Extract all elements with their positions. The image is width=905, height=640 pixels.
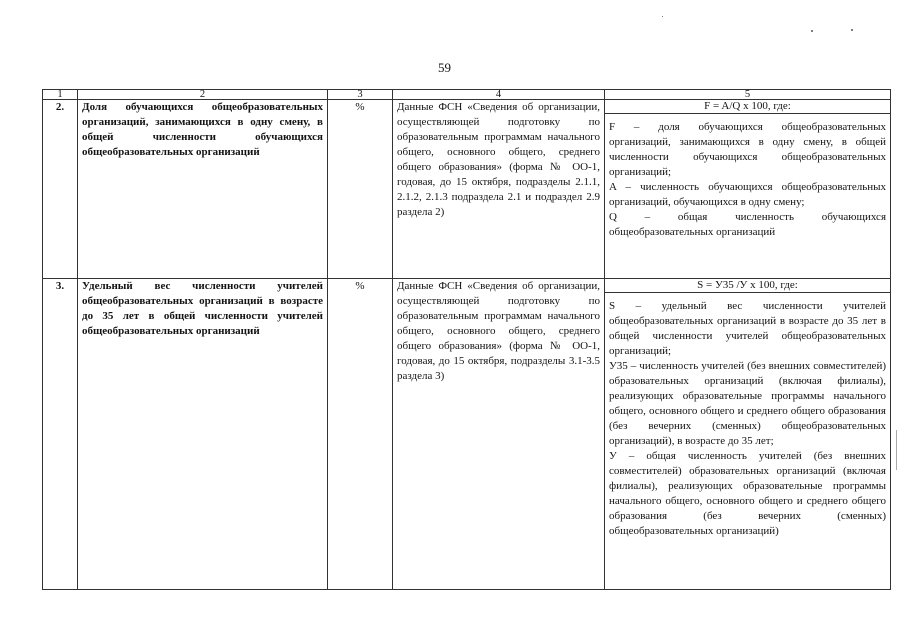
indicator-name: Доля обучающихся общеобразовательных организаций, занимающихся в одну смену, в общей численности обучающихся общеобразовательных организаций <box>78 100 328 279</box>
table-row <box>43 100 891 279</box>
legend-item: У – общая численность учителей (без внешних совместителей) образовательных организаций (включая филиалы), реализующих образовательные программы начального общего, основного общего и среднего общего образования (без вечерних (сменных) общеобразовательных организаций) <box>609 450 886 537</box>
indicator-name: Удельный вес численности учителей общеобразовательных организаций в возрасте до 35 лет в общей численности учителей общеобразовательных организаций <box>78 279 328 590</box>
row-number: 3. <box>43 279 78 590</box>
table-header-row <box>43 90 891 100</box>
column-number-5: 5 <box>605 90 891 100</box>
calculation-method <box>605 100 891 279</box>
column-number-2: 2 <box>78 90 328 100</box>
formula-legend <box>605 293 890 539</box>
data-source: Данные ФСН «Сведения об организации, осуществляющей подготовку по образовательным программам начального общего, основного общего, среднего общего образования» (форма № ОО-1, годовая, до 15 октября, подразделы 2.1.1, 2.1.2, 2.1.3 подраздела 2.1 и подраздел 2.9 раздела 2) <box>393 100 605 279</box>
indicators-table <box>42 89 891 590</box>
legend-item: Q – общая численность обучающихся общеобразовательных организаций <box>609 211 886 238</box>
column-number-4: 4 <box>393 90 605 100</box>
legend-item: F – доля обучающихся общеобразовательных организаций, занимающихся в одну смену, в общей численности обучающихся общеобразовательных организаций; <box>609 121 886 178</box>
formula: F = A/Q х 100, где: <box>605 100 890 114</box>
page-number: 59 <box>438 60 451 75</box>
legend-item: A – численность обучающихся общеобразовательных организаций, обучающихся в одну смену; <box>609 181 886 208</box>
scan-edge-mark <box>896 430 897 470</box>
scan-speck <box>662 16 663 17</box>
table-row <box>43 279 891 590</box>
row-number: 2. <box>43 100 78 279</box>
unit-of-measure: % <box>328 100 393 279</box>
scan-speck <box>811 30 813 32</box>
legend-item: У35 – численность учителей (без внешних совместителей) образовательных организаций (включая филиалы), реализующих образовательные программы начального общего, основного общего и среднего общего образования (без вечерних (сменных) общеобразовательных организаций), в возрасте до 35 лет; <box>609 360 886 447</box>
formula-legend <box>605 114 890 240</box>
unit-of-measure: % <box>328 279 393 590</box>
column-number-1: 1 <box>43 90 78 100</box>
data-source: Данные ФСН «Сведения об организации, осуществляющей подготовку по образовательным программам начального общего, основного общего, среднего общего образования» (форма № ОО-1, годовая, до 15 октября, подразделы 3.1-3.5 раздела 3) <box>393 279 605 590</box>
legend-item: S – удельный вес численности учителей общеобразовательных организаций в возрасте до 35 лет в общей численности учителей общеобразовательных организаций; <box>609 300 886 357</box>
column-number-3: 3 <box>328 90 393 100</box>
formula: S = У35 /У х 100, где: <box>605 279 890 293</box>
scan-speck <box>851 29 853 31</box>
calculation-method <box>605 279 891 590</box>
